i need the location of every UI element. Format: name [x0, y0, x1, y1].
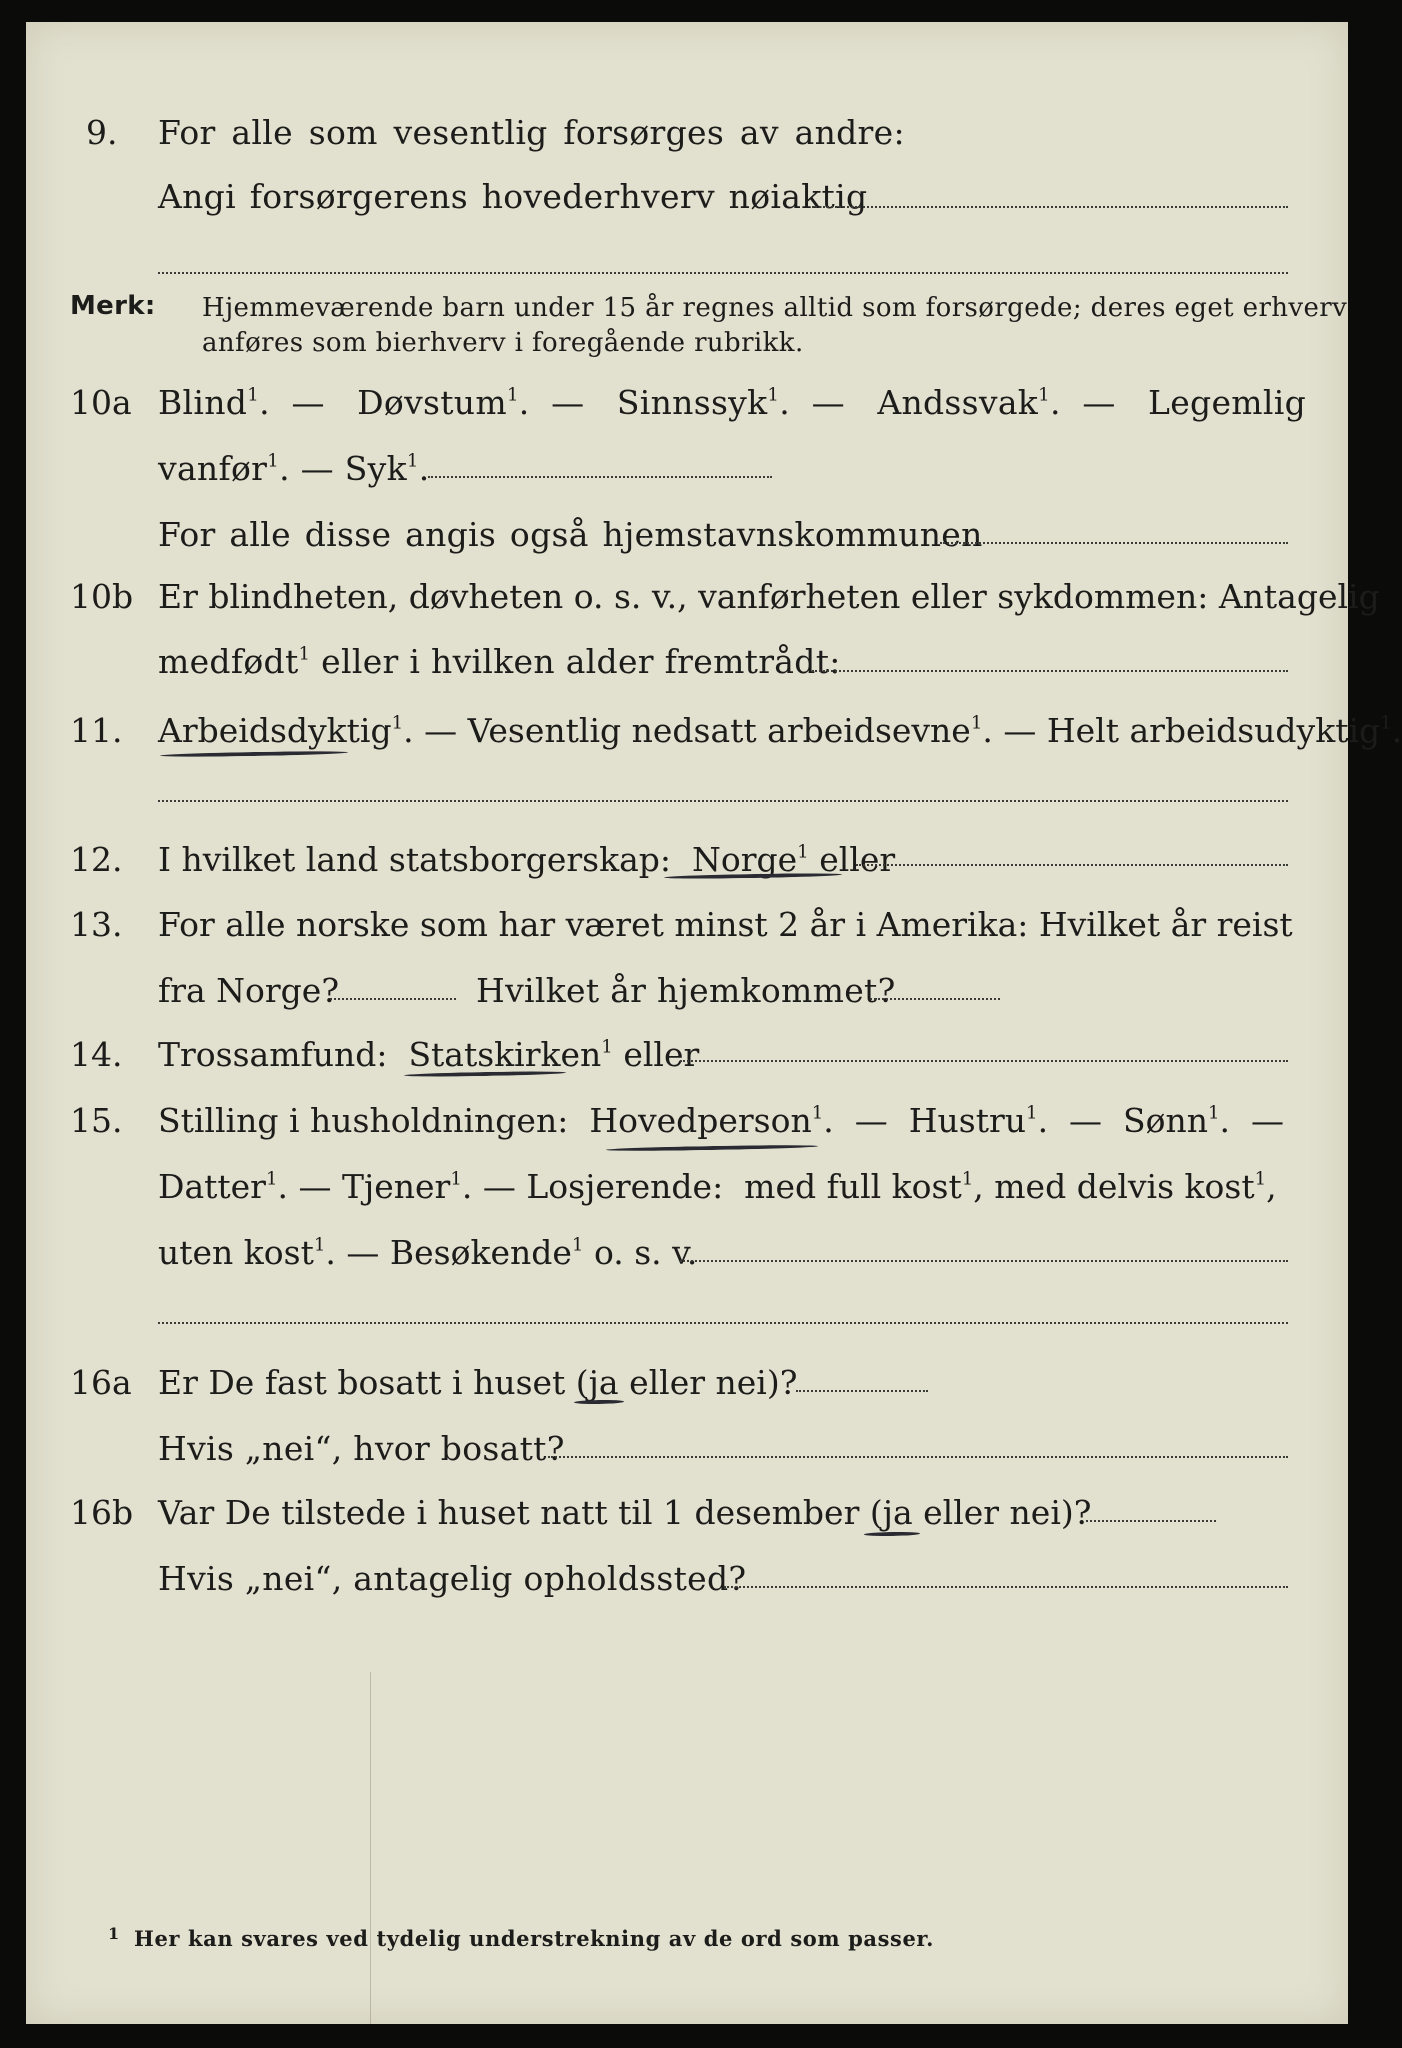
syk-option: Syk — [344, 449, 407, 488]
footnote-mark: 1 — [108, 1924, 120, 1943]
q15-line2: Datter$^1$. — Tjener$^1$. — Losjerende: med full kost$^1$, med delvis kost$^1$, — [158, 1167, 1277, 1206]
footnote-text: Her kan svares ved tydelig understrekning av de ord som passer. — [134, 1926, 935, 1951]
merk-line1: Hjemmeværende barn under 15 år regnes alltid som forsørgede; deres eget erhverv — [202, 293, 1348, 323]
med-full-kost-option: med full kost — [744, 1167, 962, 1206]
legemlig-option: Legemlig — [1148, 383, 1307, 422]
q16a-number: 16a — [70, 1363, 132, 1402]
andssvak-option: Andssvak — [877, 383, 1039, 422]
q16a-line2: Hvis „nei“, hvor bosatt? — [158, 1429, 565, 1468]
q10a-number: 10a — [70, 383, 132, 422]
q14-number: 14. — [70, 1035, 123, 1074]
q9-line1: For alle som vesentlig forsørges av andre: — [158, 113, 905, 152]
q14-answer-line — [680, 1060, 1288, 1062]
q16b-answer-line — [1086, 1520, 1216, 1522]
q10a-hjemstavn-line — [940, 542, 1288, 544]
sinnssyk-option: Sinnssyk — [616, 383, 768, 422]
q11-line: Arbeidsdyktig$^1$. — Vesentlig nedsatt arbeidsevne$^1$. — Helt arbeidsudyktig$^1$. — [158, 711, 1402, 750]
q13-line1: For alle norske som har været minst 2 år i Amerika: Hvilket år reist — [158, 905, 1293, 944]
q16a-bosatt-line — [548, 1456, 1288, 1458]
arbeidsdyktig-option: Arbeidsdyktig — [158, 711, 392, 750]
q12-answer-line — [856, 864, 1288, 866]
q10b-line1: Er blindheten, døvheten o. s. v., vanførheten eller sykdommen: Antagelig — [158, 577, 1380, 616]
statskirken-option: Statskirken — [408, 1035, 602, 1074]
q16a-line1: Er De fast bosatt i huset (ja eller nei)? — [158, 1363, 798, 1402]
q9-number: 9. — [86, 113, 118, 152]
merk-line2: anføres som bierhverv i foregående rubrikk. — [202, 328, 804, 358]
q11-number: 11. — [70, 711, 123, 750]
paper-fold-line — [370, 1672, 371, 2024]
q10a-syk-line — [428, 476, 772, 478]
q12-number: 12. — [70, 840, 123, 879]
uten-kost-option: uten kost — [158, 1233, 314, 1272]
q10b-answer-line — [812, 670, 1288, 672]
q16b-line2: Hvis „nei“, antagelig opholdssted? — [158, 1559, 747, 1598]
q10a-line1: Blind$^1$. — Døvstum$^1$. — Sinnssyk$^1$. — Andssvak$^1$. — Legemlig — [158, 383, 1307, 422]
q13-number: 13. — [70, 905, 123, 944]
q10a-line2: vanfør$^1$. — Syk$^1$. — [158, 449, 430, 488]
q9-line2: Angi forsørgerens hovederhverv nøiaktig — [158, 177, 868, 216]
q16b-number: 16b — [70, 1493, 134, 1532]
q16b-ja-option: ja — [882, 1493, 913, 1532]
q9-answer-line-2 — [158, 272, 1288, 274]
q16b-opholdssted-line — [724, 1586, 1288, 1588]
blind-option: Blind — [158, 383, 248, 422]
hustru-option: Hustru — [908, 1101, 1027, 1140]
merk-label: Merk: — [70, 291, 156, 321]
norge-option: Norge — [692, 840, 798, 879]
q13-fra-norge-line — [330, 998, 456, 1000]
q11-answer-line — [158, 800, 1288, 802]
q13-hjemkommet-line — [870, 998, 1000, 1000]
q10b-line2: medfødt$^1$ eller i hvilken alder fremtrådt: — [158, 642, 841, 681]
q14-line: Trossamfund: Statskirken$^1$ eller — [158, 1035, 700, 1074]
tjener-option: Tjener — [342, 1167, 451, 1206]
vanfor-option: vanfør — [158, 449, 268, 488]
q15-line3: uten kost$^1$. — Besøkende$^1$ o. s. v. — [158, 1233, 698, 1272]
q12-line: I hvilket land statsborgerskap: Norge$^1$ eller — [158, 840, 896, 879]
besokende-option: Besøkende — [389, 1233, 572, 1272]
q15-line1: Stilling i husholdningen: Hovedperson$^1$. — Hustru$^1$. — Sønn$^1$. — — [158, 1101, 1285, 1140]
med-delvis-kost-option: med delvis kost — [994, 1167, 1255, 1206]
q13-fra-norge: fra Norge? — [158, 971, 340, 1010]
q15-number: 15. — [70, 1101, 123, 1140]
q15-answer-line — [680, 1260, 1288, 1262]
q16b-line1: Var De tilstede i huset natt til 1 desember (ja eller nei)? — [158, 1493, 1092, 1532]
q9-answer-line — [812, 206, 1288, 208]
q16a-answer-line — [796, 1390, 928, 1392]
q15-answer-line-2 — [158, 1322, 1288, 1324]
q10a-line3: For alle disse angis også hjemstavnskommunen — [158, 515, 983, 554]
q10b-number: 10b — [70, 577, 134, 616]
dovstum-option: Døvstum — [357, 383, 507, 422]
datter-option: Datter — [158, 1167, 266, 1206]
sonn-option: Sønn — [1123, 1101, 1208, 1140]
hovedperson-option: Hovedperson — [589, 1101, 812, 1140]
q13-hjemkommet: Hvilket år hjemkommet? — [476, 971, 896, 1010]
q16a-ja-option: ja — [588, 1363, 619, 1402]
